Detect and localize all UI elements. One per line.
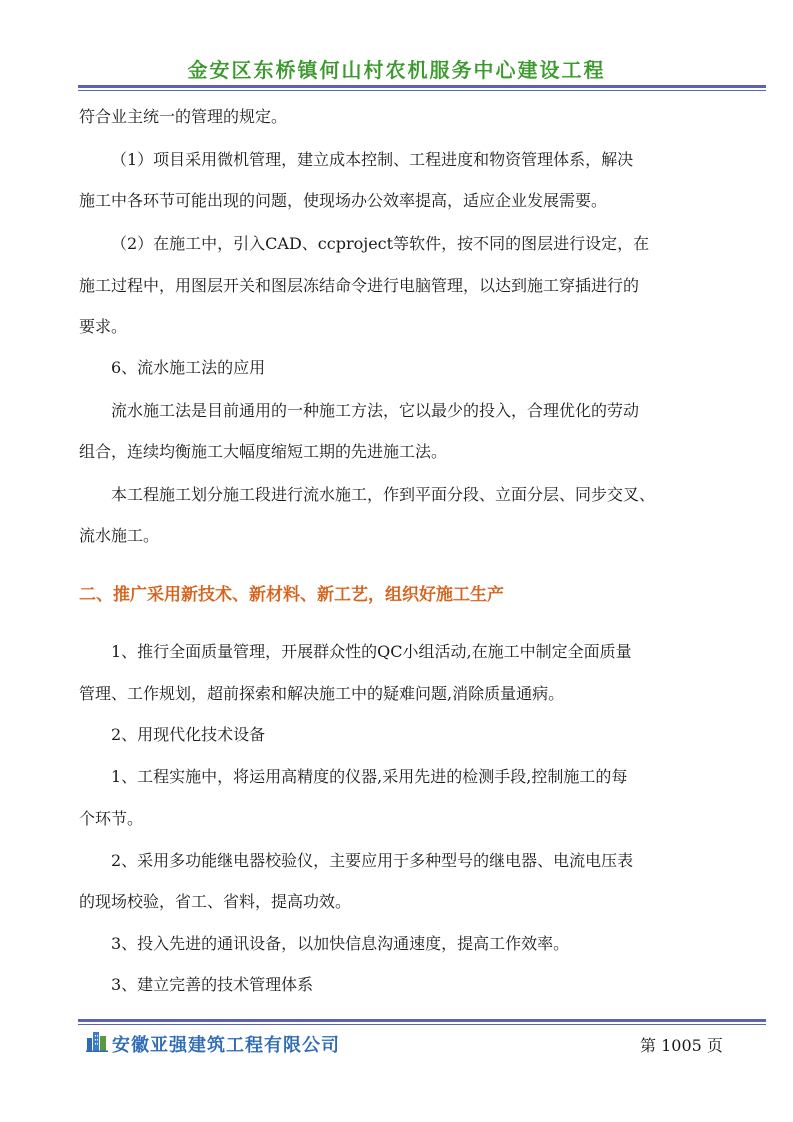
body-line: 符合业主统一的管理的规定。 bbox=[79, 107, 288, 126]
header-title: 金安区东桥镇何山村农机服务中心建设工程 bbox=[187, 58, 606, 82]
page-number: 第 1005 页 bbox=[640, 1036, 723, 1055]
body-line: （2）在施工中，引入CAD、ccproject等软件，按不同的图层进行设定，在 bbox=[111, 234, 650, 253]
body-line: 施工中各环节可能出现的问题，使现场办公效率提高，适应企业发展需要。 bbox=[79, 191, 608, 210]
body-line: （1）项目采用微机管理，建立成本控制、工程进度和物资管理体系，解决 bbox=[111, 150, 634, 169]
header-rule-thin bbox=[78, 90, 766, 91]
footer-rule-thin bbox=[78, 1024, 766, 1025]
body-line: 管理、工作规划，超前探索和解决施工中的疑难问题,消除质量通病。 bbox=[79, 684, 565, 703]
footer-company-name: 安徽亚强建筑工程有限公司 bbox=[112, 1035, 340, 1056]
body-line: 2、采用多功能继电器校验仪，主要应用于多种型号的继电器、电流电压表 bbox=[111, 851, 634, 870]
body-line: 3、投入先进的通讯设备，以加快信息沟通速度，提高工作效率。 bbox=[111, 934, 570, 953]
body-line: 本工程施工划分施工段进行流水施工，作到平面分段、立面分层、同步交叉、 bbox=[111, 485, 656, 504]
body-line: 1、工程实施中，将运用高精度的仪器,采用先进的检测手段,控制施工的每 bbox=[111, 767, 628, 786]
body-line: 3、建立完善的技术管理体系 bbox=[111, 975, 314, 994]
body-line: 组合，连续均衡施工大幅度缩短工期的先进施工法。 bbox=[79, 442, 448, 461]
body-line: 流水施工。 bbox=[79, 526, 160, 545]
body-line: 1、推行全面质量管理，开展群众性的QC小组活动,在施工中制定全面质量 bbox=[111, 642, 632, 661]
building-logo-icon bbox=[86, 1030, 108, 1052]
body-line: 2、用现代化技术设备 bbox=[111, 725, 266, 744]
body-line: 施工过程中，用图层开关和图层冻结命令进行电脑管理，以达到施工穿插进行的 bbox=[79, 276, 640, 295]
footer-rule-thick bbox=[78, 1019, 766, 1022]
section-heading: 二、推广采用新技术、新材料、新工艺，组织好施工生产 bbox=[79, 585, 504, 605]
body-line: 流水施工法是目前通用的一种施工方法，它以最少的投入，合理优化的劳动 bbox=[111, 401, 640, 420]
header-rule-thick bbox=[78, 85, 766, 88]
body-line: 6、流水施工法的应用 bbox=[111, 358, 266, 377]
body-line: 要求。 bbox=[79, 317, 128, 336]
body-line: 个环节。 bbox=[79, 809, 144, 828]
body-line: 的现场校验，省工、省料，提高功效。 bbox=[79, 892, 352, 911]
